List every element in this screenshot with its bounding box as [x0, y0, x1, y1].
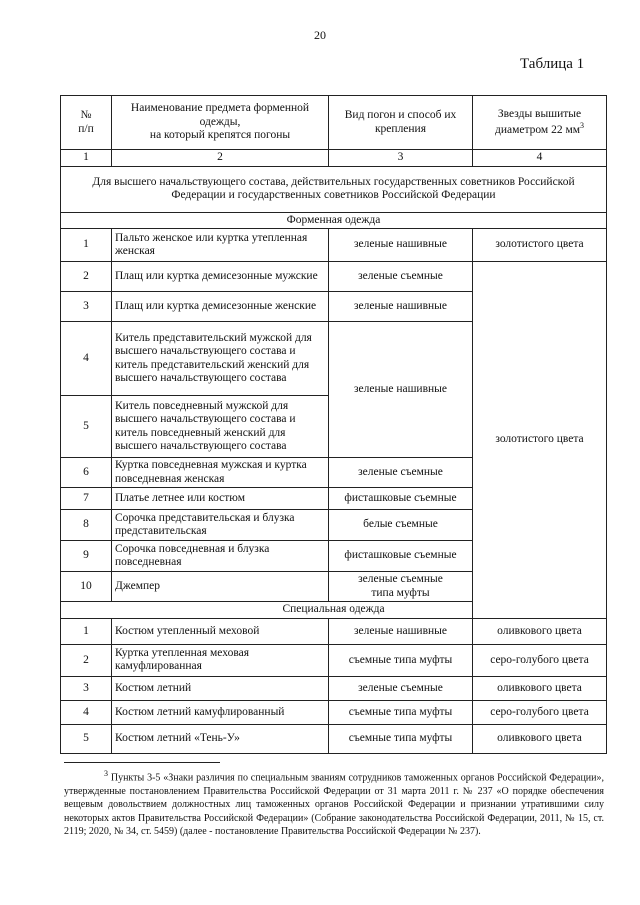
row-shoulder: съемные типа муфты — [329, 644, 473, 676]
row-stars: оливкового цвета — [473, 618, 607, 644]
row-stars: серо-голубого цвета — [473, 644, 607, 676]
footnote-ref: 3 — [580, 121, 585, 131]
row-num: 8 — [61, 510, 112, 541]
row-num: 10 — [61, 572, 112, 602]
row-shoulder: зеленые съемные — [329, 262, 473, 292]
section-row — [61, 602, 607, 619]
footnote-text: Пункты 3-5 «Знаки различия по специальным званиям сотрудников таможенных органов Российской Федерации», утвержденные постановлением Правительства Российской Федерации от 31 марта 2011 г. № 237 «О порядке обеспечения вещевым довольствием должностных лиц таможенных органов Российской Федерации и признании утратившими силу некоторых актов Правительства Российской Федерации» (Собрание законодательства Российской Федерации, 2011, № 15, ст. 2119; 2020, № 34, ст. 5459) (далее - постановление Правительства Российской Федерации № 237). — [64, 772, 605, 838]
row-num: 1 — [61, 618, 112, 644]
row-shoulder: зеленые съемные — [329, 458, 473, 488]
footnote-mark: 3 — [104, 769, 108, 778]
row-item: Куртка повседневная мужская и куртка повседневная женская — [112, 458, 329, 488]
row-item: Плащ или куртка демисезонные мужские — [112, 262, 329, 292]
header-item: Наименование предмета форменной одежды, на который крепятся погоны — [112, 96, 329, 150]
row-stars: серо-голубого цвета — [473, 700, 607, 724]
table-header-row — [61, 96, 607, 150]
row-item: Джемпер — [112, 572, 329, 602]
row-item: Китель представительский мужской для высшего начальствующего состава и китель представительский женский для высшего начальствующего состава — [112, 322, 329, 396]
row-stars: золотистого цвета — [473, 229, 607, 262]
row-shoulder: зеленые нашивные — [329, 292, 473, 322]
table-label: Таблица 1 — [520, 56, 585, 72]
row-num: 9 — [61, 541, 112, 572]
row-item: Костюм летний «Тень-У» — [112, 724, 329, 753]
group-title: Для высшего начальствующего состава, действительных государственных советников Российской Федерации и государственных советников Российской Федерации — [61, 166, 607, 212]
row-shoulder: съемные типа муфты — [329, 700, 473, 724]
row-item: Костюм утепленный меховой — [112, 618, 329, 644]
row-shoulder: зеленые нашивные — [329, 322, 473, 458]
header-stars — [473, 96, 607, 150]
row-num: 2 — [61, 644, 112, 676]
row-num: 5 — [61, 396, 112, 458]
section-title-uniform: Форменная одежда — [61, 212, 607, 229]
row-num: 1 — [61, 229, 112, 262]
row-num: 7 — [61, 488, 112, 510]
row-shoulder: белые съемные — [329, 510, 473, 541]
row-stars: оливкового цвета — [473, 724, 607, 753]
table-row — [61, 644, 607, 676]
col-number: 2 — [112, 150, 329, 167]
header-stars-text: Звезды вышитые диаметром 22 мм — [494, 107, 582, 136]
insignia-table — [60, 95, 607, 754]
col-number: 3 — [329, 150, 473, 167]
row-shoulder: фисташковые съемные — [329, 488, 473, 510]
row-shoulder: зеленые съемные — [329, 676, 473, 700]
row-item: Пальто женское или куртка утепленная женская — [112, 229, 329, 262]
row-num: 3 — [61, 676, 112, 700]
row-num: 6 — [61, 458, 112, 488]
row-stars: оливкового цвета — [473, 676, 607, 700]
row-item: Китель повседневный мужской для высшего начальствующего состава и китель повседневный женский для высшего начальствующего состава — [112, 396, 329, 458]
row-shoulder: зеленые нашивные — [329, 618, 473, 644]
row-num: 3 — [61, 292, 112, 322]
row-shoulder: фисташковые съемные — [329, 541, 473, 572]
section-title-special: Специальная одежда — [61, 602, 607, 619]
row-shoulder: зеленые нашивные — [329, 229, 473, 262]
row-num: 5 — [61, 724, 112, 753]
row-item: Костюм летний — [112, 676, 329, 700]
row-item: Куртка утепленная меховая камуфлированная — [112, 644, 329, 676]
footnote — [64, 769, 604, 839]
row-num: 4 — [61, 700, 112, 724]
header-shoulder: Вид погон и способ их крепления — [329, 96, 473, 150]
row-item: Плащ или куртка демисезонные женские — [112, 292, 329, 322]
col-number: 1 — [61, 150, 112, 167]
row-item: Платье летнее или костюм — [112, 488, 329, 510]
row-stars: золотистого цвета — [473, 262, 607, 619]
row-item: Сорочка повседневная и блузка повседневная — [112, 541, 329, 572]
table-row — [61, 262, 607, 292]
row-shoulder: съемные типа муфты — [329, 724, 473, 753]
group-title-row — [61, 166, 607, 212]
page-number: 20 — [314, 28, 326, 42]
table-row — [61, 700, 607, 724]
table-row — [61, 724, 607, 753]
table-row — [61, 229, 607, 262]
row-num: 4 — [61, 322, 112, 396]
header-num: № п/п — [61, 96, 112, 150]
table-row — [61, 676, 607, 700]
footnote-divider — [64, 762, 220, 763]
row-num: 2 — [61, 262, 112, 292]
section-row — [61, 212, 607, 229]
row-item: Костюм летний камуфлированный — [112, 700, 329, 724]
row-shoulder: зеленые съемные типа муфты — [329, 572, 473, 602]
row-item: Сорочка представительская и блузка представительская — [112, 510, 329, 541]
column-numbers-row — [61, 150, 607, 167]
table-row — [61, 618, 607, 644]
col-number: 4 — [473, 150, 607, 167]
